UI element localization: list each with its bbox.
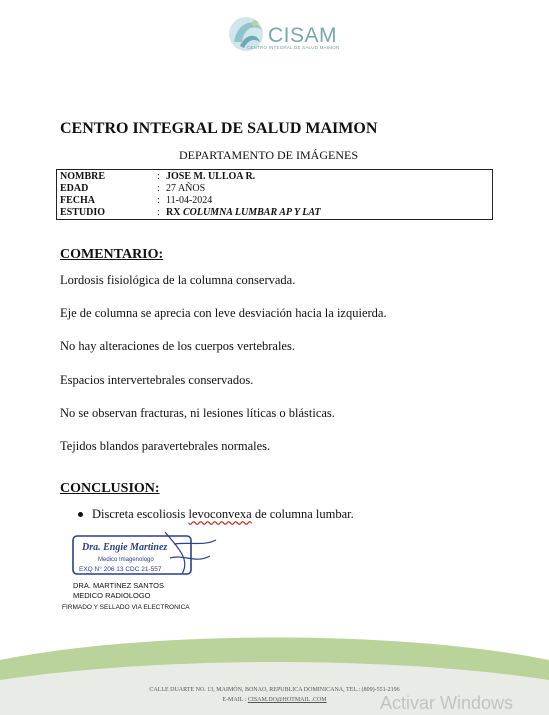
- bullet-icon: [78, 512, 83, 517]
- separator: :: [157, 195, 160, 206]
- footer-address: CALLE DUARTE NO. 13, MAIMÓN, BONAO, REPUBLICA DOMINICANA, TEL.: (809)-551-2196: [149, 687, 400, 693]
- label-edad: EDAD: [60, 183, 89, 194]
- spellcheck-flagged-word: levoconvexa: [188, 507, 252, 521]
- doctor-name: DRA. MARTINEZ SANTOS: [73, 581, 164, 590]
- footer-email: E-MAIL : CISAM.DO@HOTMAIL .COM: [222, 697, 327, 703]
- study-prefix: RX: [166, 207, 183, 218]
- doctor-role: MEDICO RADIOLOGO: [73, 591, 151, 600]
- signed-note: FIRMADO Y SELLADO VIA ELECTRONICA: [62, 604, 190, 611]
- patient-info-box: [56, 169, 493, 220]
- conclusion-heading: CONCLUSION:: [60, 481, 160, 496]
- comment-line: Lordosis fisiológica de la columna conservada.: [60, 273, 296, 287]
- department-title: DEPARTAMENTO DE IMÁGENES: [179, 148, 358, 162]
- value-nombre: JOSE M. ULLOA R.: [166, 171, 256, 182]
- label-fecha: FECHA: [60, 195, 95, 206]
- comment-heading: COMENTARIO:: [60, 247, 164, 262]
- email-link[interactable]: CISAM.DO@HOTMAIL .COM: [247, 697, 327, 703]
- separator: :: [157, 183, 160, 194]
- page-title: CENTRO INTEGRAL DE SALUD MAIMON: [60, 120, 378, 137]
- conclusion-text: Discreta escoliosis levoconvexa de columna lumbar.: [92, 507, 354, 521]
- study-name: COLUMNA LUMBAR AP Y LAT: [182, 207, 321, 218]
- comment-line: Tejidos blandos paravertebrales normales.: [60, 439, 271, 453]
- doctor-signature-stamp: [70, 530, 220, 580]
- comment-line: Espacios intervertebrales conservados.: [60, 373, 254, 387]
- svg-text:Medico Imagenologo: Medico Imagenologo: [98, 557, 154, 563]
- separator: :: [157, 171, 160, 182]
- label-estudio: ESTUDIO: [60, 207, 106, 218]
- label-nombre: NOMBRE: [60, 171, 105, 182]
- windows-activation-watermark: Activar Windows: [380, 693, 514, 713]
- svg-text:EXQ N° 206 13 CDC 21-557: EXQ N° 206 13 CDC 21-557: [79, 566, 162, 573]
- logo-subtitle: CENTRO INTEGRAL DE SALUD MAIMON: [247, 45, 340, 50]
- comment-line: Eje de columna se aprecia con leve desviación hacia la izquierda.: [60, 306, 387, 320]
- comment-line: No hay alteraciones de los cuerpos vertebrales.: [60, 339, 295, 353]
- comment-line: No se observan fracturas, ni lesiones líticas o blásticas.: [60, 406, 335, 420]
- value-fecha: 11-04-2024: [166, 195, 213, 206]
- value-estudio: [166, 207, 321, 219]
- value-edad: 27 AÑOS: [166, 183, 206, 194]
- svg-text:Dra. Engie Martinez: Dra. Engie Martinez: [82, 542, 168, 553]
- logo-name: CISAM: [268, 24, 338, 47]
- separator: :: [157, 207, 160, 218]
